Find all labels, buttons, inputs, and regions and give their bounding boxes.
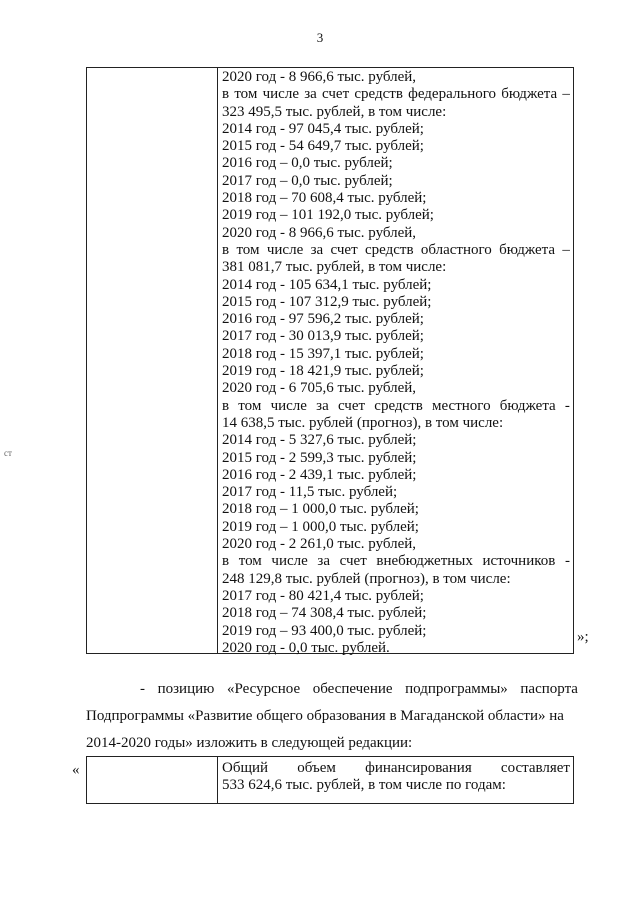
closing-quote: »; [577, 629, 589, 645]
funding-line: 2018 год – 1 000,0 тыс. рублей; [222, 501, 419, 518]
paragraph-line-2: Подпрограммы «Развитие общего образования в Магаданской области» на [86, 708, 564, 724]
resources-line-2: 533 624,6 тыс. рублей, в том числе по годам: [222, 777, 506, 794]
funding-line: 381 081,7 тыс. рублей, в том числе: [222, 259, 447, 276]
funding-line: 2020 год - 2 261,0 тыс. рублей, [222, 536, 417, 553]
funding-line: 2014 год - 5 327,6 тыс. рублей; [222, 432, 417, 449]
funding-line: в том числе за счет средств областного бюджета – [222, 241, 570, 258]
funding-line: 2018 год - 15 397,1 тыс. рублей; [222, 345, 424, 362]
resources-table-text [222, 760, 570, 795]
funding-line: 2020 год - 8 966,6 тыс. рублей, [222, 224, 417, 241]
table-column-divider [217, 757, 218, 803]
resources-line-1: Общий объем финансирования составляет [222, 760, 570, 776]
funding-table-text [222, 69, 570, 657]
funding-line: 2020 год - 0,0 тыс. рублей. [222, 639, 390, 656]
funding-line: 248 129,8 тыс. рублей (прогноз), в том числе: [222, 570, 511, 587]
funding-line: в том числе за счет средств федерального бюджета – [222, 86, 570, 103]
funding-line: 323 495,5 тыс. рублей, в том числе: [222, 103, 447, 120]
table-column-divider [217, 68, 218, 653]
funding-line: 2015 год - 107 312,9 тыс. рублей; [222, 293, 432, 310]
funding-line: 2019 год - 18 421,9 тыс. рублей; [222, 363, 424, 380]
funding-line: 2017 год – 0,0 тыс. рублей; [222, 172, 393, 189]
funding-line: 2014 год - 105 634,1 тыс. рублей; [222, 276, 432, 293]
page-number: 3 [316, 30, 324, 45]
funding-line: в том числе за счет средств местного бюджета - [222, 397, 570, 414]
funding-line: 2018 год – 74 308,4 тыс. рублей; [222, 605, 427, 622]
funding-line: 2014 год - 97 045,4 тыс. рублей; [222, 120, 424, 137]
opening-quote: « [72, 762, 80, 778]
funding-line: 2019 год – 93 400,0 тыс. рублей; [222, 622, 427, 639]
funding-line: 2016 год - 2 439,1 тыс. рублей; [222, 466, 417, 483]
funding-line: 2020 год - 6 705,6 тыс. рублей, [222, 380, 417, 397]
funding-line: 2020 год - 8 966,6 тыс. рублей, [222, 69, 417, 85]
funding-line: 2015 год - 2 599,3 тыс. рублей; [222, 449, 417, 466]
funding-line: 2016 год – 0,0 тыс. рублей; [222, 155, 393, 172]
funding-line: 14 638,5 тыс. рублей (прогноз), в том числе: [222, 414, 504, 431]
funding-line: 2017 год - 11,5 тыс. рублей; [222, 484, 398, 501]
funding-line: 2017 год - 80 421,4 тыс. рублей; [222, 587, 424, 604]
funding-line: 2019 год – 101 192,0 тыс. рублей; [222, 207, 434, 224]
margin-mark: ст [4, 448, 12, 458]
paragraph-line-1: - позицию «Ресурсное обеспечение подпрограммы» паспорта [140, 681, 578, 697]
paragraph-line-3: 2014-2020 годы» изложить в следующей редакции: [86, 735, 413, 751]
funding-line: 2019 год – 1 000,0 тыс. рублей; [222, 518, 419, 535]
funding-line: 2016 год - 97 596,2 тыс. рублей; [222, 311, 424, 328]
funding-line: в том числе за счет внебюджетных источников - [222, 553, 570, 570]
funding-line: 2015 год - 54 649,7 тыс. рублей; [222, 138, 424, 155]
funding-line: 2018 год – 70 608,4 тыс. рублей; [222, 190, 427, 207]
funding-line: 2017 год - 30 013,9 тыс. рублей; [222, 328, 424, 345]
